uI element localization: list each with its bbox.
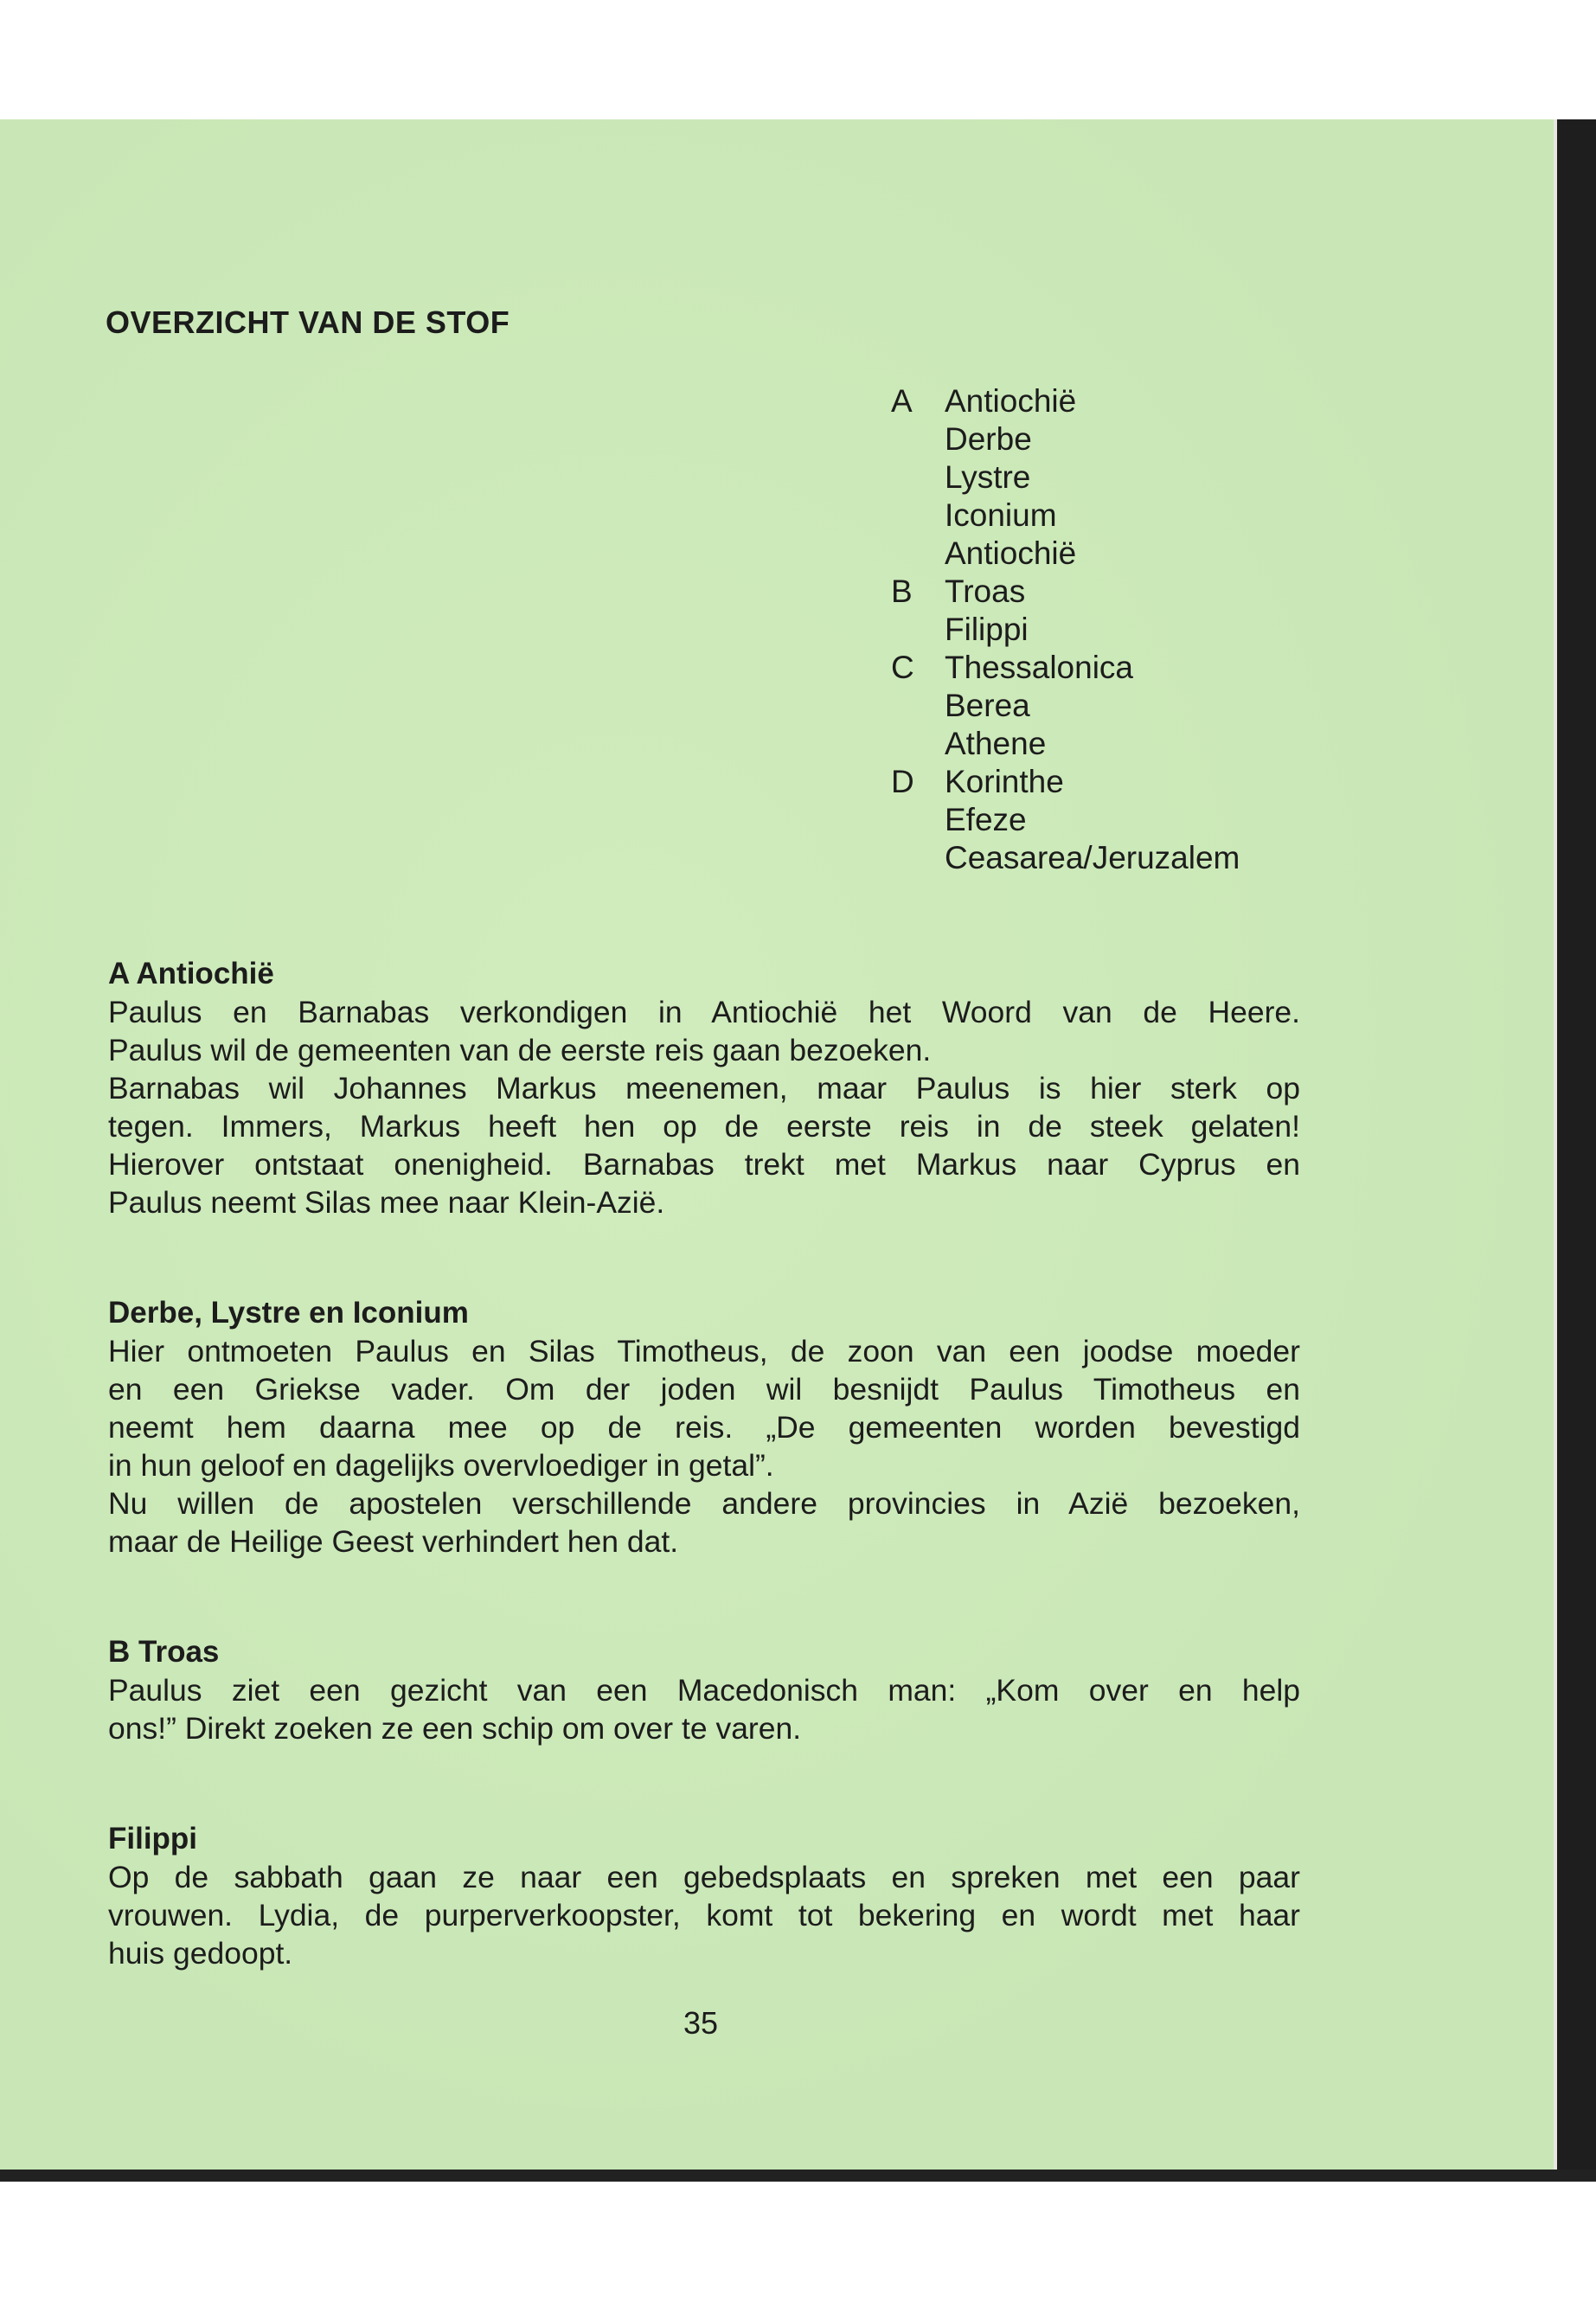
toc-place: Troas [945,574,1026,609]
section-filippi [108,1820,1300,1972]
toc-place: Antiochië [945,383,1077,419]
toc-letter: A [891,383,913,419]
section-title: A Antiochië [108,957,274,990]
toc-row [891,458,1240,497]
toc-row [891,535,1240,573]
page-heading: OVERZICHT VAN DE STOF [106,304,510,340]
section-antiochie [108,955,1300,1221]
section-troas [108,1633,1300,1747]
toc-letter [891,420,945,458]
paragraph-line: Hierover ontstaat onenigheid. Barnabas trekt met Markus naar Cyprus en [108,1147,1300,1182]
toc-row [891,839,1240,877]
paragraph-line: vrouwen. Lydia, de purperverkoopster, komt tot bekering en wordt met haar [108,1898,1300,1932]
toc-row [891,497,1240,535]
toc-place: Derbe [945,421,1032,457]
toc-row [891,382,1240,420]
paragraph-line: maar de Heilige Geest verhindert hen dat. [108,1524,679,1559]
toc-place: Ceasarea/Jeruzalem [945,840,1240,875]
toc-letter [891,611,945,649]
toc-letter [891,458,945,497]
toc-letter [891,839,945,877]
paragraph-line: tegen. Immers, Markus heeft hen op de eerste reis in de steek gelaten! [108,1109,1300,1144]
table-of-contents [891,382,1240,877]
toc-place: Efeze [945,802,1027,837]
toc-letter [891,497,945,535]
toc-place: Antiochië [945,535,1077,571]
toc-place: Athene [945,726,1047,761]
toc-row [891,420,1240,458]
paragraph-line: Nu willen de apostelen verschillende andere provincies in Azië bezoeken, [108,1486,1300,1521]
paragraph-line: Op de sabbath gaan ze naar een gebedsplaats en spreken met een paar [108,1860,1300,1894]
paragraph-line: Paulus ziet een gezicht van een Macedonisch man: „Kom over en help [108,1673,1300,1708]
paragraph-line: Paulus neemt Silas mee naar Klein-Azië. [108,1185,665,1220]
paragraph-line: Paulus wil de gemeenten van de eerste reis gaan bezoeken. [108,1033,932,1067]
binding-edge [1557,119,1596,2170]
paragraph-line: in hun geloof en dagelijks overvloediger in getal”. [108,1448,774,1483]
toc-row [891,573,1240,611]
toc-letter [891,801,945,839]
toc-place: Filippi [945,612,1029,647]
toc-place: Korinthe [945,764,1064,799]
section-title: Filippi [108,1822,198,1856]
toc-place: Iconium [945,497,1057,533]
paragraph-line: neemt hem daarna mee op de reis. „De gemeenten worden bevestigd [108,1410,1300,1445]
toc-row [891,687,1240,725]
toc-row [891,611,1240,649]
toc-row [891,801,1240,839]
page-number: 35 [683,2005,719,2041]
paragraph-line: ons!” Direkt zoeken ze een schip om over te varen. [108,1711,802,1746]
toc-letter [891,535,945,573]
toc-row [891,649,1240,687]
toc-place: Lystre [945,459,1031,495]
section-title: B Troas [108,1635,220,1669]
toc-letter: D [891,764,914,799]
toc-place: Berea [945,688,1030,723]
toc-letter: C [891,650,914,685]
toc-row [891,725,1240,763]
paragraph-line: huis gedoopt. [108,1936,293,1971]
toc-row [891,763,1240,801]
paragraph-line: Hier ontmoeten Paulus en Silas Timotheus, de zoon van een joodse moeder [108,1334,1300,1368]
toc-letter: B [891,574,913,609]
toc-place: Thessalonica [945,650,1134,685]
section-derbe-lystre-iconium [108,1294,1300,1561]
toc-letter [891,725,945,763]
paragraph-line: Paulus en Barnabas verkondigen in Antiochië het Woord van de Heere. [108,995,1300,1029]
bottom-edge [0,2170,1596,2182]
section-title: Derbe, Lystre en Iconium [108,1296,469,1330]
toc-letter [891,687,945,725]
paragraph-line: Barnabas wil Johannes Markus meenemen, maar Paulus is hier sterk op [108,1071,1300,1106]
paragraph-line: en een Griekse vader. Om der joden wil besnijdt Paulus Timotheus en [108,1372,1300,1407]
